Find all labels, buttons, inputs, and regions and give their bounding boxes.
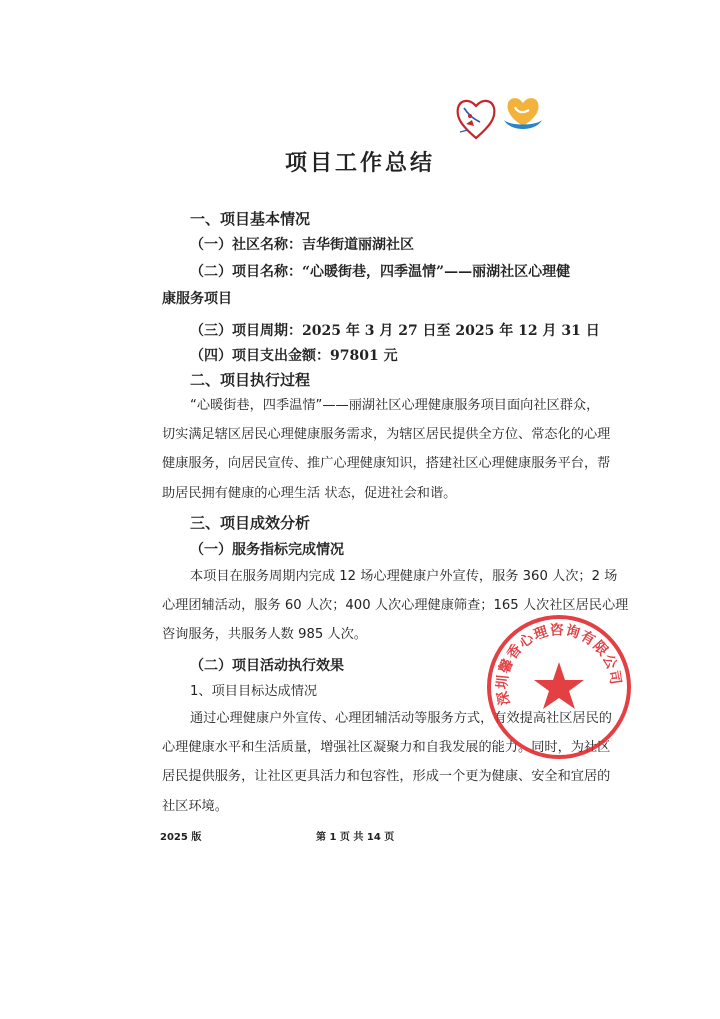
community-name: （一）社区名称：吉华街道丽湖社区 (190, 237, 414, 253)
seal-star-icon (534, 662, 584, 709)
section-2-para-line: “心暖街巷，四季温情”——丽湖社区心理健康服务项目面向社区群众， (190, 398, 600, 413)
section-3-para-1-line: 心理团辅活动，服务 60 人次；400 人次心理健康筛查；165 人次社区居民心理 (162, 598, 629, 613)
section-3-para-2-line: 社区环境。 (162, 799, 228, 814)
footer-version: 2025 版 (160, 832, 202, 843)
project-period: （三）项目周期：2025 年 3 月 27 日至 2025 年 12 月 31 日 (190, 323, 600, 339)
logo-group (454, 92, 554, 152)
section-3-sub-2: （二）项目活动执行效果 (190, 658, 344, 674)
heart-ribbon-icon (454, 94, 498, 142)
section-1-heading: 一、项目基本情况 (190, 210, 311, 228)
page-title: 项目工作总结 (284, 151, 435, 176)
section-3-para-2-line: 心理健康水平和生活质量，增强社区凝聚力和自我发展的能力。同时，为社区 (162, 740, 611, 755)
company-seal-stamp (484, 612, 634, 762)
section-3-para-2-line: 居民提供服务，让社区更具活力和包容性，形成一个更为健康、安全和宜居的 (162, 769, 611, 784)
section-3-para-2-line: 通过心理健康户外宣传、心理团辅活动等服务方式，有效提高社区居民的 (190, 711, 612, 726)
section-3-sub-1: （一）服务指标完成情况 (190, 542, 344, 558)
section-2-para-line: 切实满足辖区居民心理健康服务需求，为辖区居民提供全方位、常态化的心理 (162, 427, 611, 442)
section-3-sub-2-item: 1、项目目标达成情况 (190, 684, 318, 699)
section-3-heading: 三、项目成效分析 (190, 514, 311, 532)
project-name-line-1: （二）项目名称：“心暖街巷，四季温情”——丽湖社区心理健 (190, 264, 571, 280)
project-name-line-2: 康服务项目 (162, 291, 232, 307)
care-hands-heart-icon (500, 92, 546, 138)
section-2-para-line: 健康服务，向居民宣传、推广心理健康知识，搭建社区心理健康服务平台，帮 (162, 456, 611, 471)
section-2-para-line: 助居民拥有健康的心理生活 状态，促进社会和谐。 (162, 486, 457, 501)
project-expense: （四）项目支出金额：97801 元 (190, 348, 398, 364)
section-2-heading: 二、项目执行过程 (190, 371, 311, 389)
section-3-para-1-line: 本项目在服务周期内完成 12 场心理健康户外宣传，服务 360 人次；2 场 (190, 569, 618, 584)
svg-text:深圳馨香心理咨询有限公司: 深圳馨香心理咨询有限公司 (494, 622, 624, 707)
footer-page-info: 第 1 页 共 14 页 (316, 832, 395, 843)
section-3-para-1-line: 咨询服务，共服务人数 985 人次。 (162, 627, 367, 642)
